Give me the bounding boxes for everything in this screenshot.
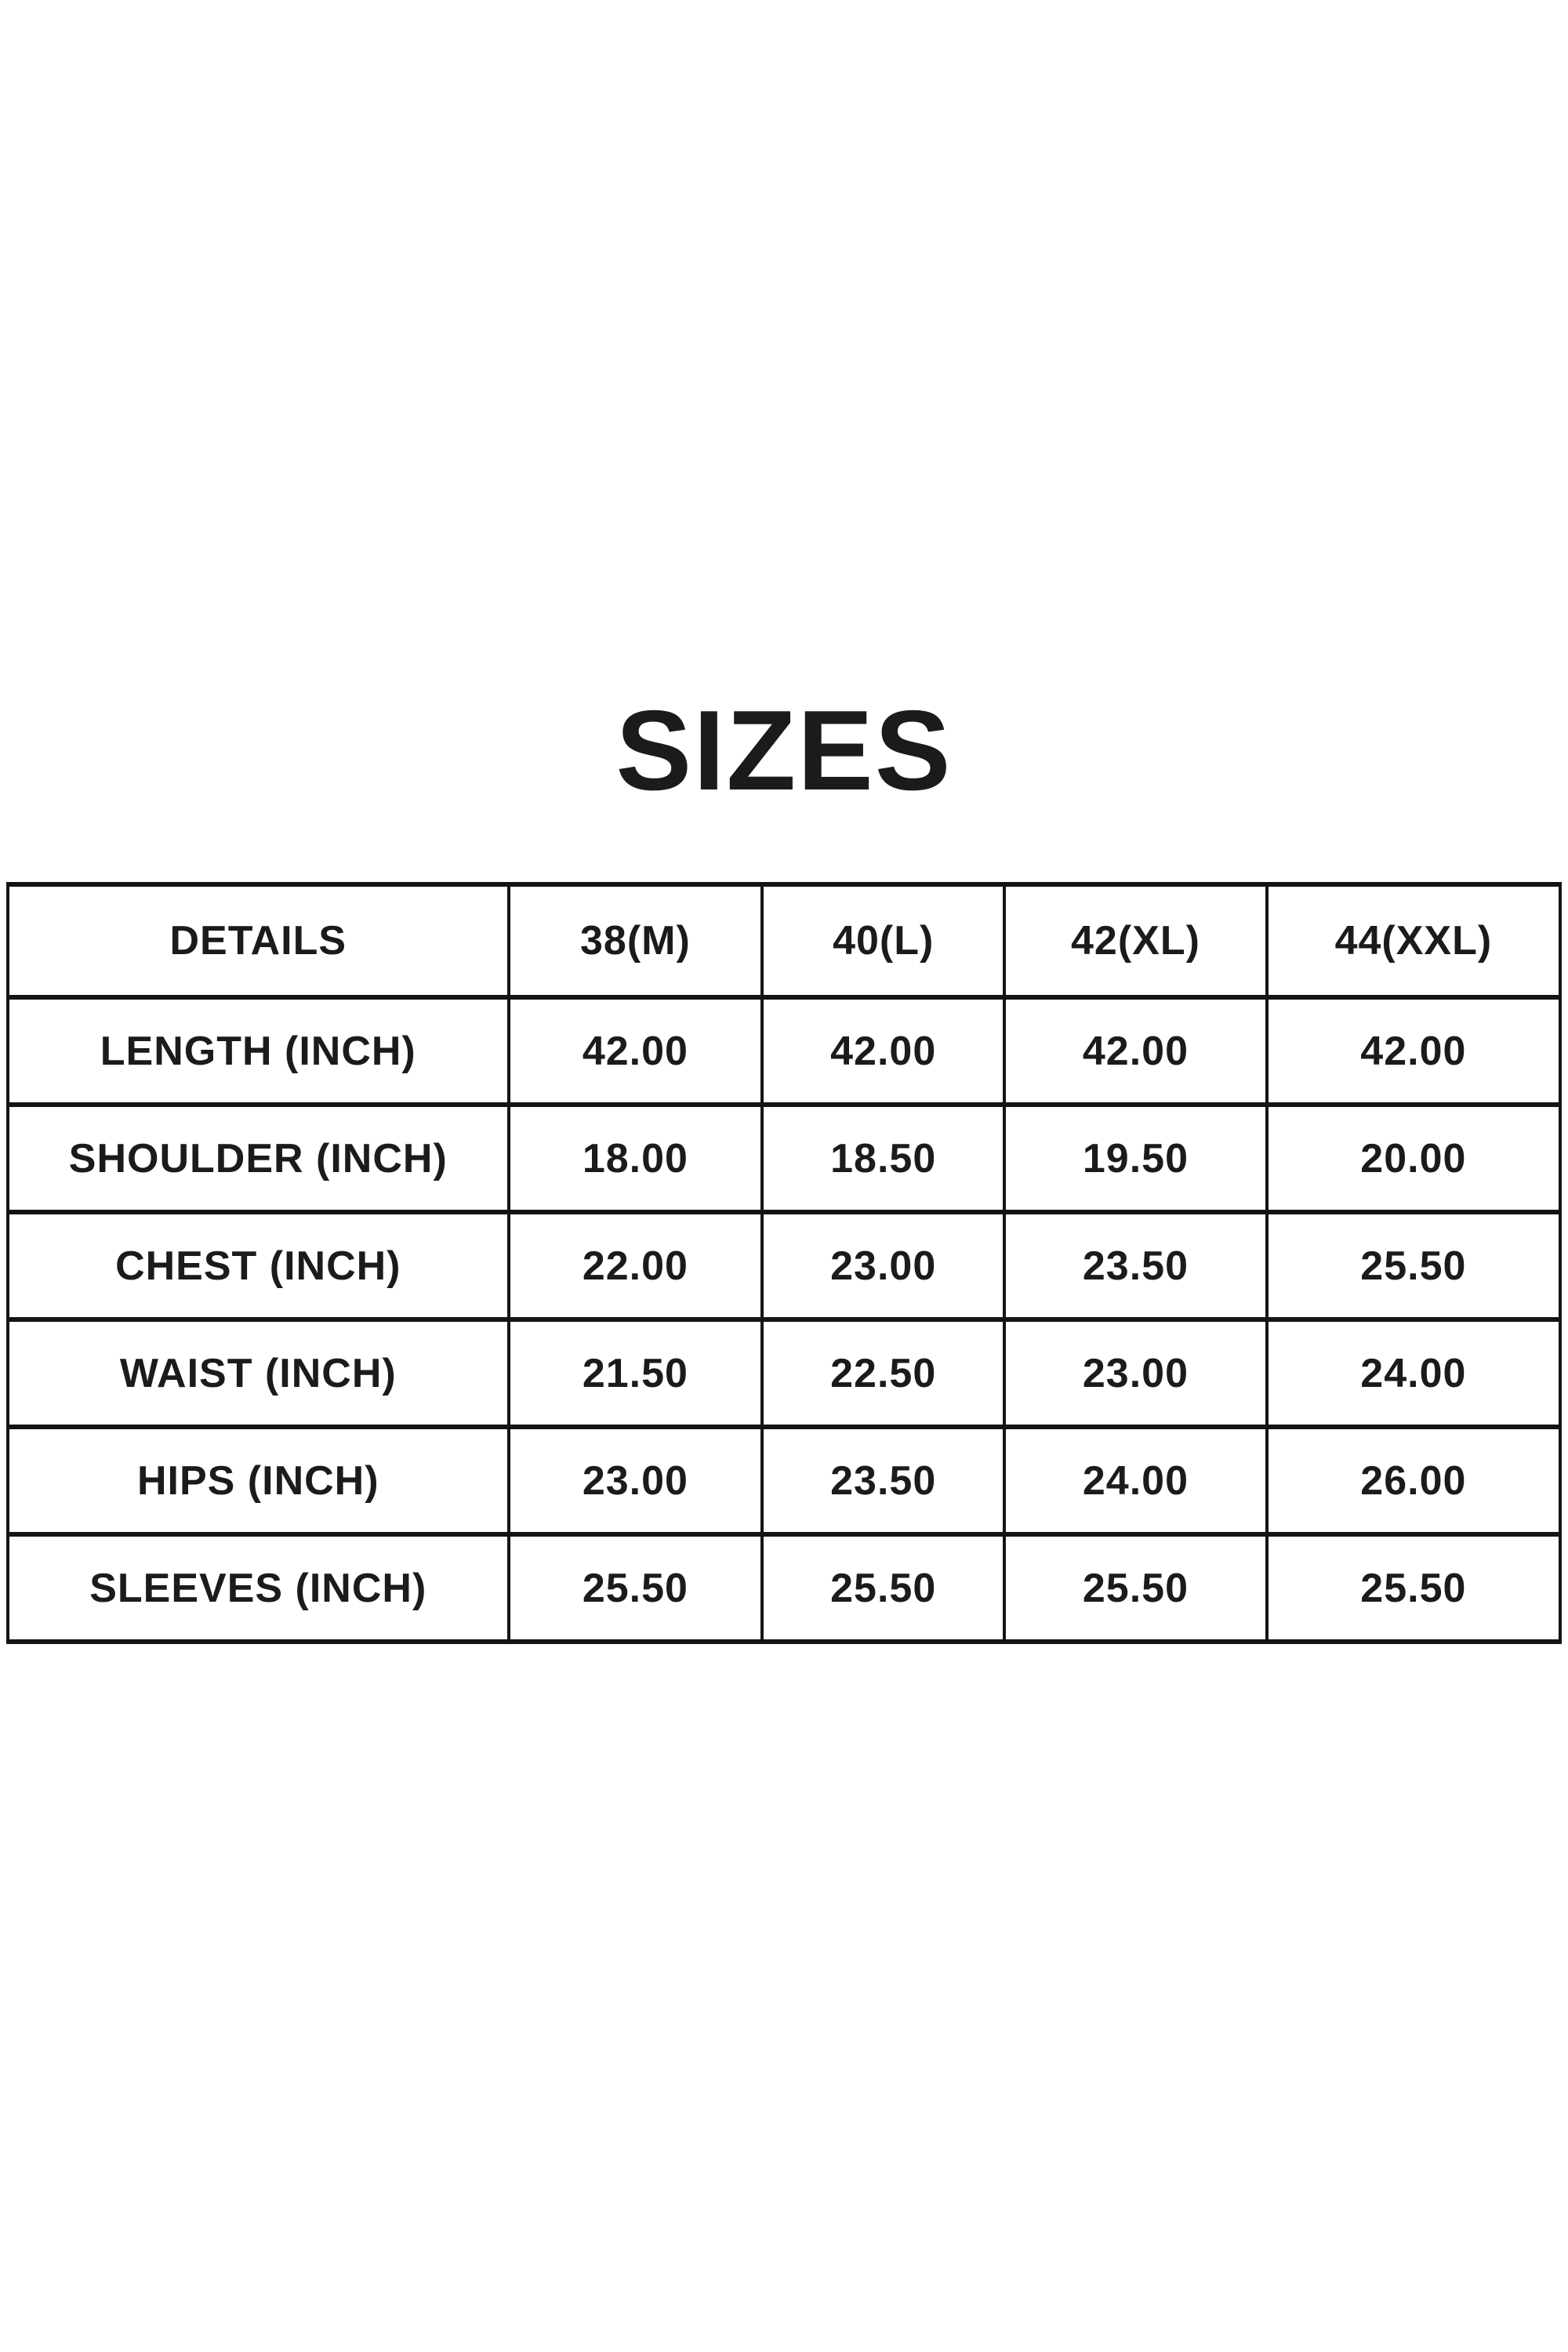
column-header-size-42xl: 42(XL) [1004, 884, 1267, 997]
measurement-value: 22.00 [509, 1212, 763, 1319]
row-label: HIPS (INCH) [8, 1427, 509, 1534]
measurement-value: 24.00 [1004, 1427, 1267, 1534]
measurement-value: 42.00 [509, 997, 763, 1105]
measurement-value: 22.50 [762, 1319, 1004, 1427]
measurement-value: 42.00 [1267, 997, 1560, 1105]
table-row-waist [8, 1319, 1560, 1427]
measurement-value: 23.50 [1004, 1212, 1267, 1319]
page-title: SIZES [615, 687, 953, 814]
table-row-chest [8, 1212, 1560, 1319]
column-header-details: DETAILS [8, 884, 509, 997]
row-label: SHOULDER (INCH) [8, 1105, 509, 1212]
table-row-length [8, 997, 1560, 1105]
row-label: SLEEVES (INCH) [8, 1534, 509, 1642]
column-header-size-38m: 38(M) [509, 884, 763, 997]
measurement-value: 18.00 [509, 1105, 763, 1212]
column-header-size-44xxl: 44(XXL) [1267, 884, 1560, 997]
row-label: CHEST (INCH) [8, 1212, 509, 1319]
measurement-value: 23.00 [509, 1427, 763, 1534]
table-row-shoulder [8, 1105, 1560, 1212]
table-row-sleeves [8, 1534, 1560, 1642]
measurement-value: 42.00 [1004, 997, 1267, 1105]
size-table [6, 882, 1562, 1644]
measurement-value: 42.00 [762, 997, 1004, 1105]
column-header-size-40l: 40(L) [762, 884, 1004, 997]
measurement-value: 23.50 [762, 1427, 1004, 1534]
measurement-value: 25.50 [1004, 1534, 1267, 1642]
measurement-value: 23.00 [1004, 1319, 1267, 1427]
measurement-value: 25.50 [1267, 1534, 1560, 1642]
row-label: WAIST (INCH) [8, 1319, 509, 1427]
measurement-value: 23.00 [762, 1212, 1004, 1319]
measurement-value: 21.50 [509, 1319, 763, 1427]
measurement-value: 24.00 [1267, 1319, 1560, 1427]
measurement-value: 25.50 [509, 1534, 763, 1642]
table-row-hips [8, 1427, 1560, 1534]
measurement-value: 18.50 [762, 1105, 1004, 1212]
measurement-value: 25.50 [762, 1534, 1004, 1642]
row-label: LENGTH (INCH) [8, 997, 509, 1105]
measurement-value: 19.50 [1004, 1105, 1267, 1212]
measurement-value: 26.00 [1267, 1427, 1560, 1534]
measurement-value: 20.00 [1267, 1105, 1560, 1212]
header-row [8, 884, 1560, 997]
measurement-value: 25.50 [1267, 1212, 1560, 1319]
